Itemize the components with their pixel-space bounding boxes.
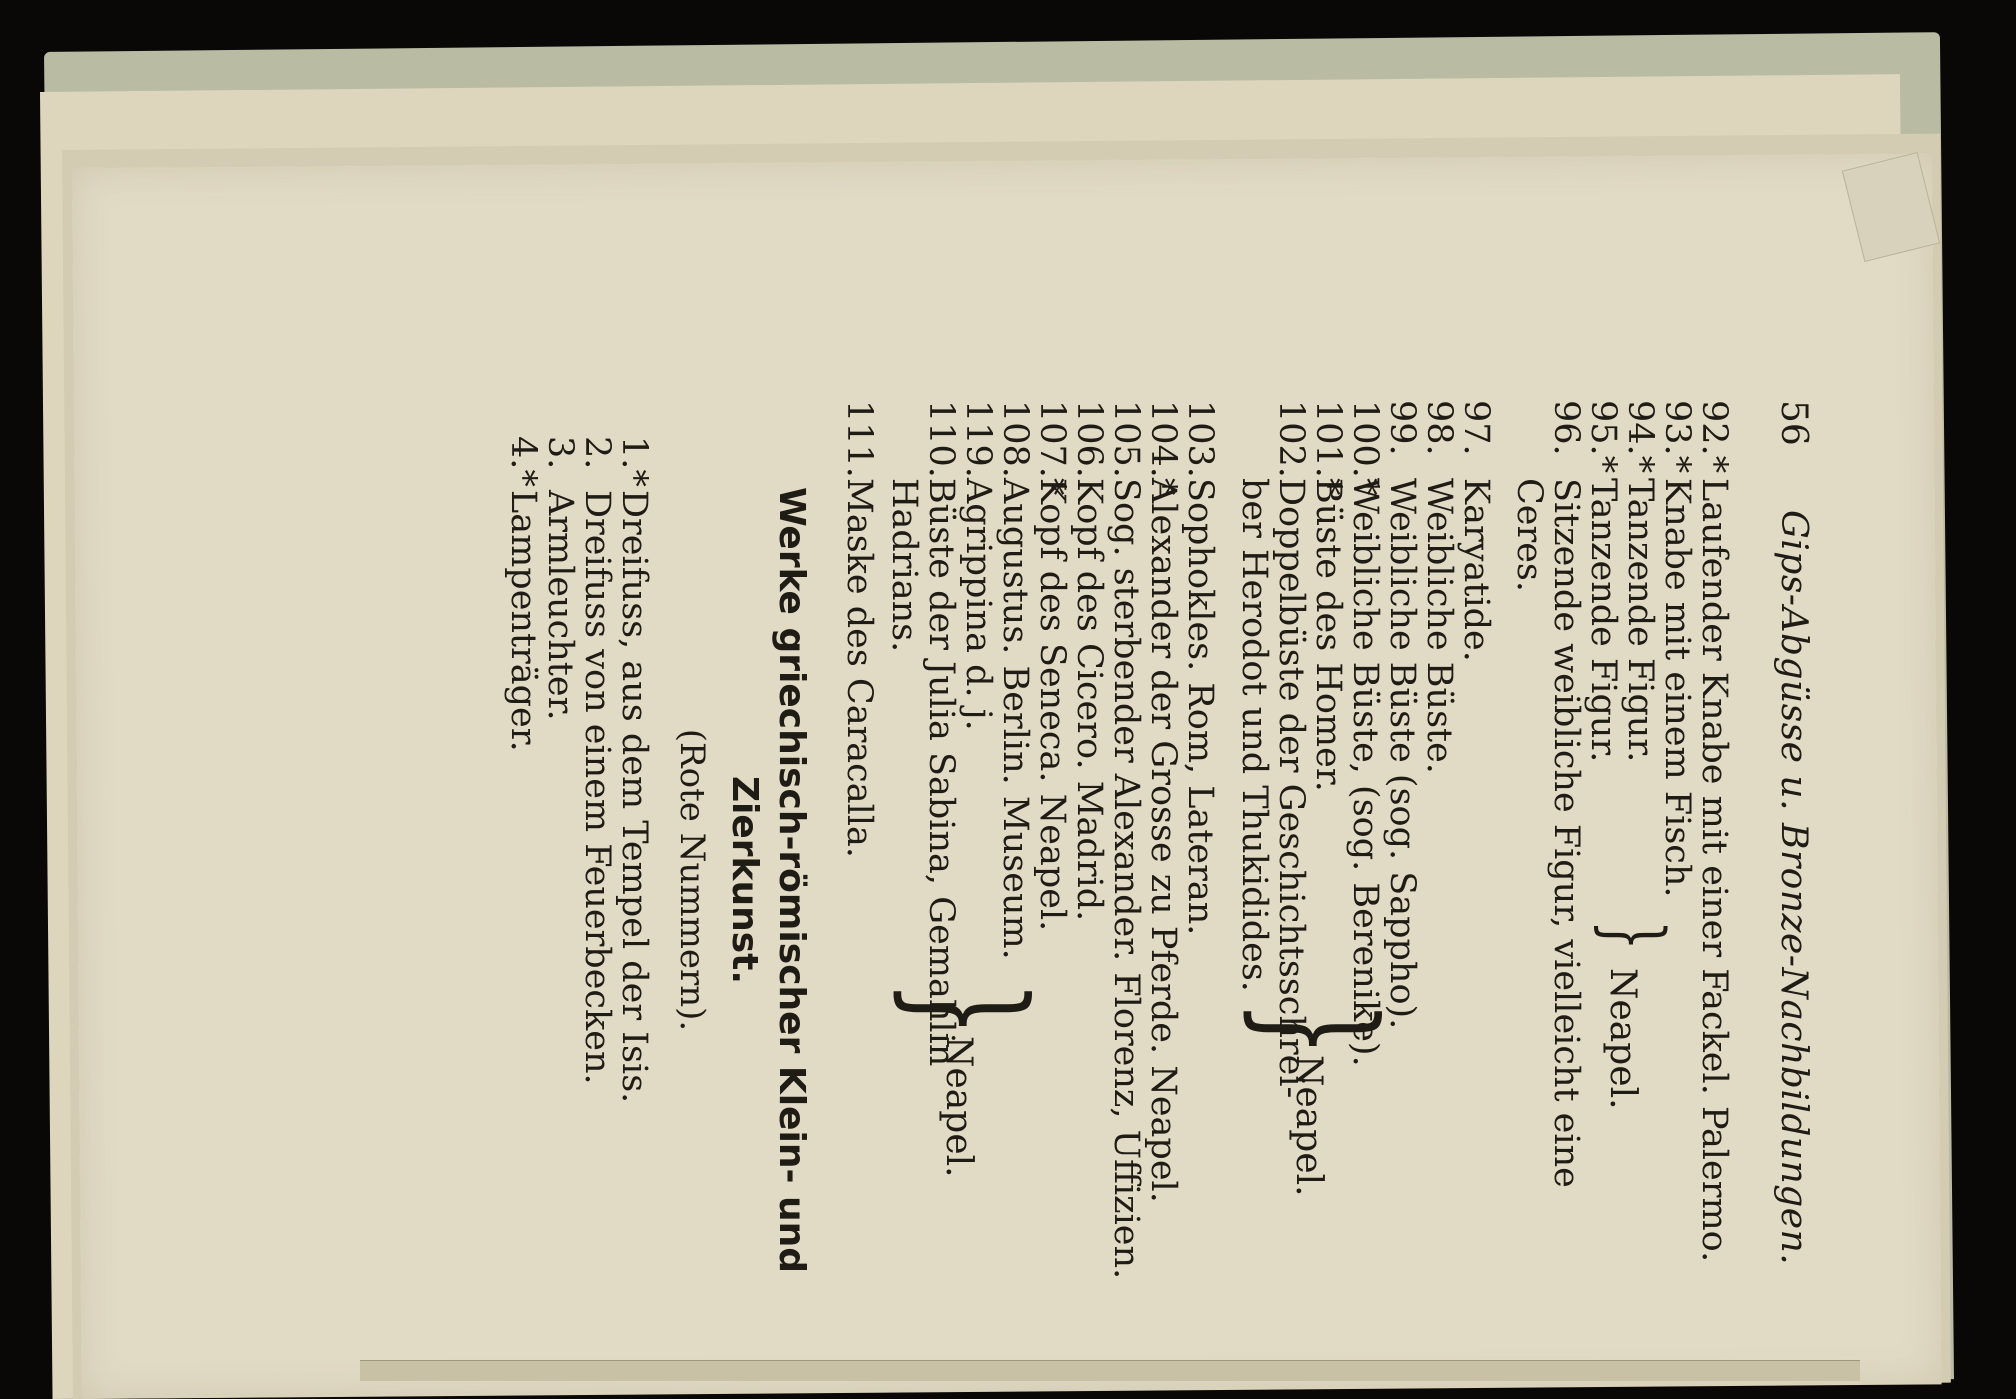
list-item: 3.Armleuchter. (540, 436, 580, 721)
list-item: 98.Weibliche Büste. (1419, 400, 1459, 774)
list-item: 96.Sitzende weibliche Figur, vielleicht eine (1546, 400, 1586, 1188)
brace: } (1232, 1000, 1406, 1058)
list-item: 100.*Weibliche Büste, (sog. Berenike). (1345, 400, 1385, 1067)
group-label: Neapel. (1288, 1055, 1329, 1197)
section-heading-line2: Zierkunst. (724, 775, 765, 985)
list-item: Ceres. (1509, 478, 1549, 593)
list-item: 119.Agrippina d. j. (958, 400, 998, 731)
list-item: 2.Dreifuss von einem Feuerbecken. (577, 436, 617, 1085)
list-item: 95.*Tanzende Figur. (1583, 400, 1623, 763)
list-item: 110.Büste der Julia Sabina, Gemahlin (921, 400, 961, 1067)
section-heading-line1: Werke griechisch-römischer Klein- und (771, 486, 812, 1273)
list-item: 93.*Knabe mit einem Fisch. (1657, 400, 1697, 898)
list-item: 103.Sophokles. Rom, Lateran. (1180, 400, 1220, 936)
running-head: Gips-Abgüsse u. Bronze-Nachbildungen. (1773, 510, 1814, 1266)
list-item: 102.Doppelbüste der Geschichtsschrei- (1271, 400, 1311, 1099)
list-item: 108.Augustus. Berlin. Museum. (995, 400, 1035, 960)
page-header (1774, 400, 1814, 1360)
list-item: 105.Sog. sterbender Alexander. Florenz, Uffizien. (1106, 400, 1146, 1280)
page-number: 56 (1773, 400, 1814, 446)
group-label: Neapel. (1602, 968, 1643, 1110)
list-item: Hadrians. (884, 478, 924, 653)
book-binding (360, 1360, 1860, 1381)
list-item: 106.Kopf des Cicero. Madrid. (1069, 400, 1109, 922)
list-item: 1.*Dreifuss, aus dem Tempel der Isis. (614, 436, 654, 1104)
list-item: 92.*Laufender Knabe mit einer Fackel. Palermo. (1694, 400, 1734, 1263)
page-text (214, 400, 1814, 1360)
list-item: 4.*Lampenträger. (503, 436, 543, 752)
list-item: 111.Maske des Caracalla. (839, 400, 879, 859)
list-item: 107.*Kopf des Seneca. Neapel. (1032, 400, 1072, 932)
list-item: 101.*Büste des Homer. (1308, 400, 1348, 792)
list-item: 104.*Alexander der Grosse zu Pferde. Neapel. (1143, 400, 1183, 1203)
group-label: Neapel. (938, 1036, 979, 1178)
list-item: ber Herodot und Thukidides. (1234, 478, 1274, 992)
brace: } (882, 980, 1056, 1038)
brace: } (1588, 920, 1681, 951)
list-item: 97.Karyatide. (1456, 400, 1496, 662)
list-item: 94.*Tanzende Figur. (1620, 400, 1660, 763)
section-subheading: (Rote Nummern). (672, 728, 712, 1032)
list-item: 99.Weibliche Büste (sog. Sappho). (1382, 400, 1422, 1030)
